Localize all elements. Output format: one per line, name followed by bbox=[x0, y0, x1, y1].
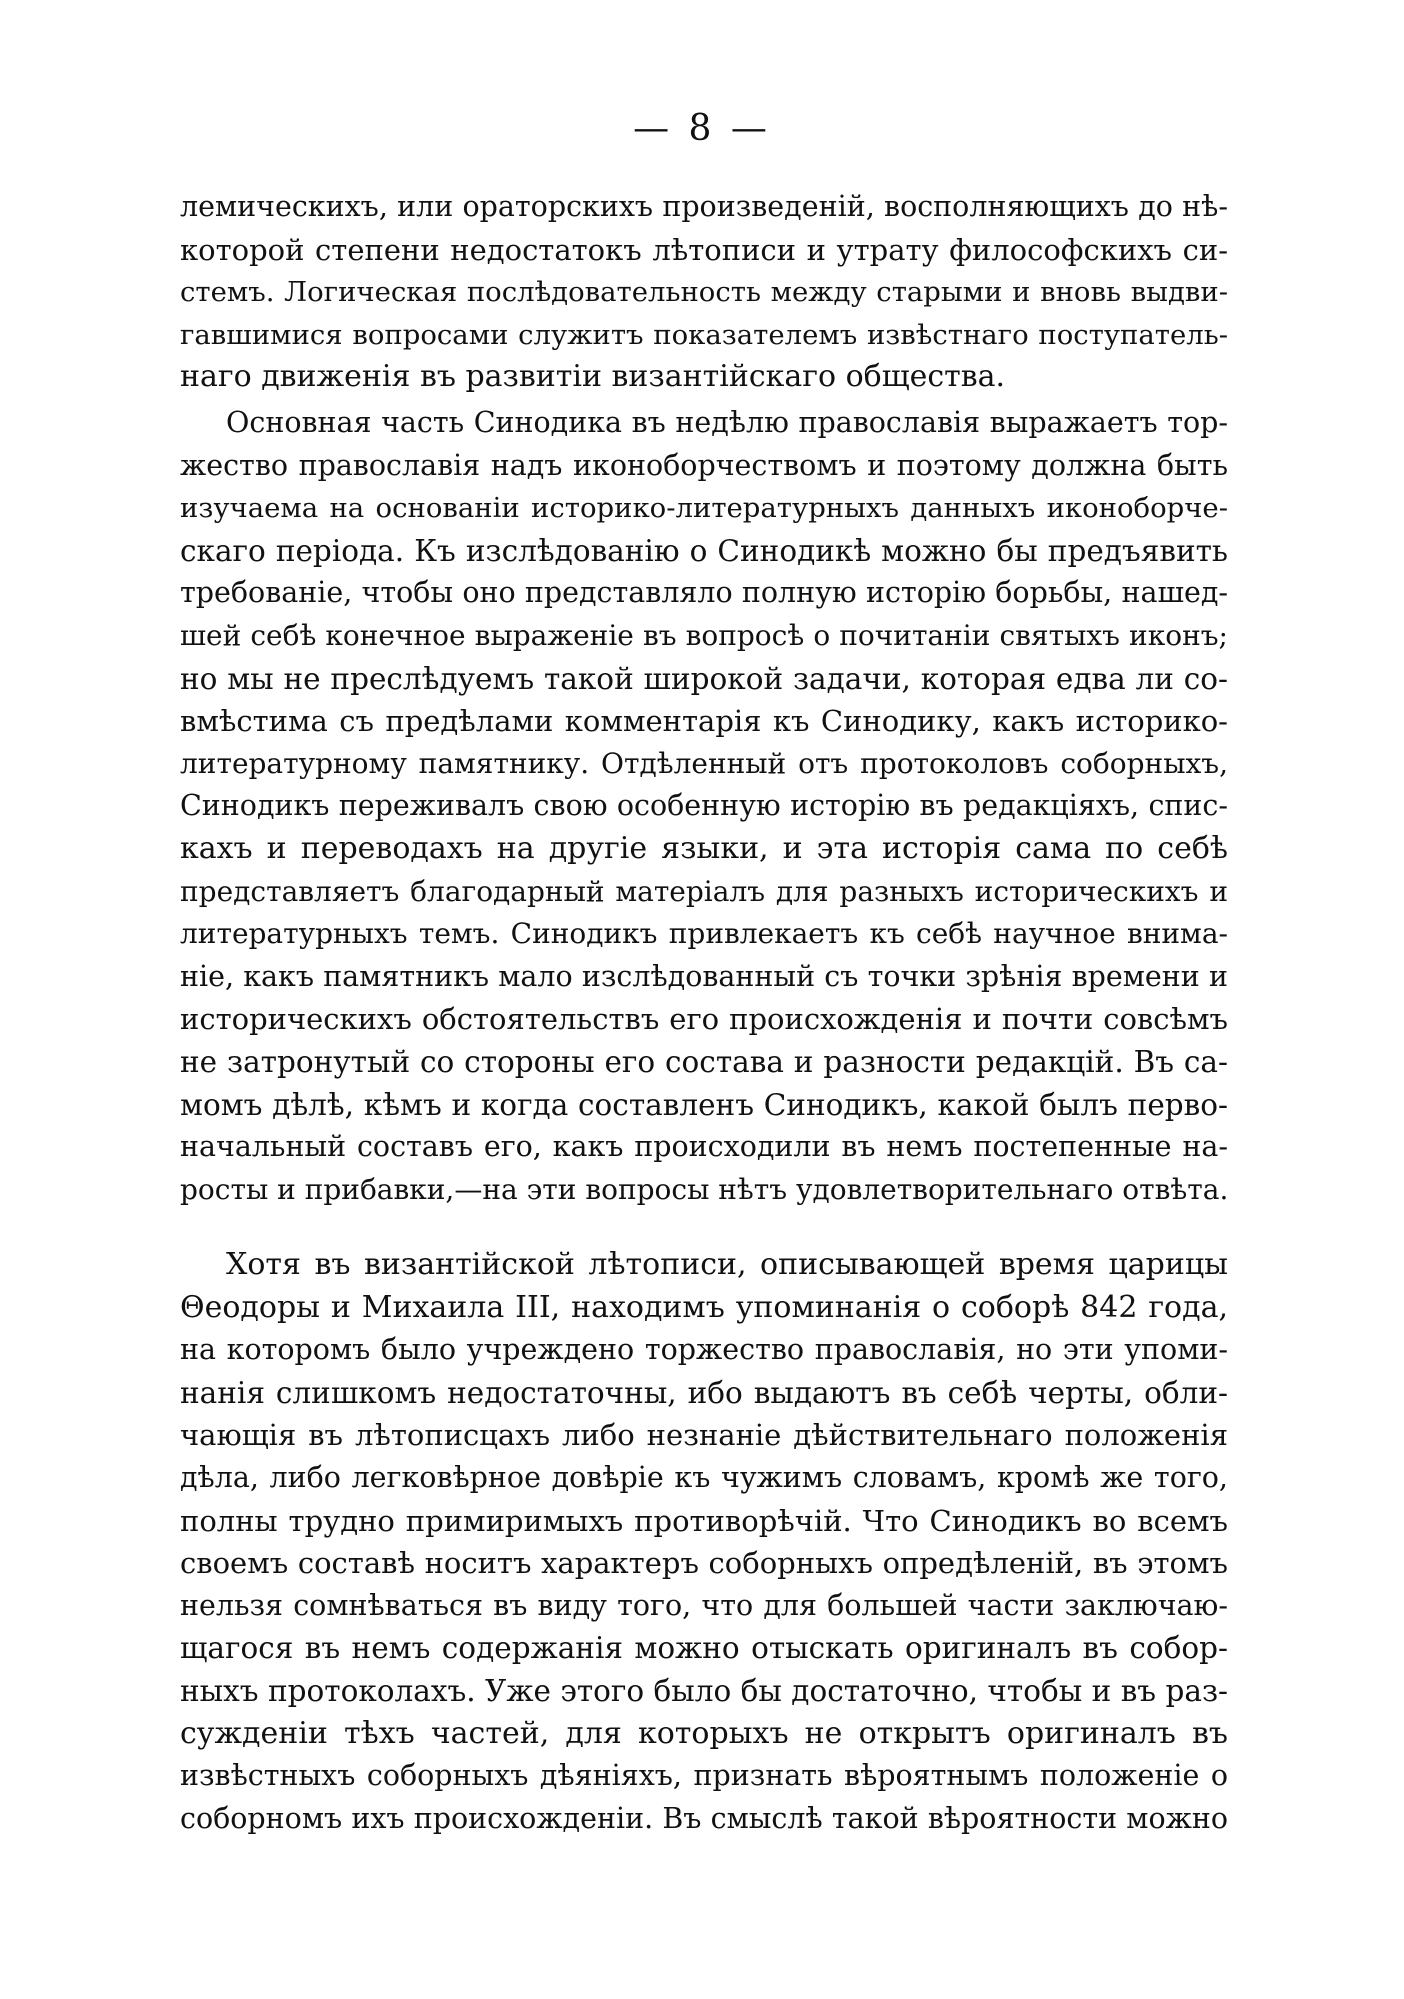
text-line: ніе, какъ памятникъ мало изслѣдованный съ точки зрѣнія времени и bbox=[180, 959, 1228, 993]
text-line: чающія въ лѣтописцахъ либо незнаніе дѣйствительнаго положенія bbox=[180, 1418, 1228, 1453]
text-line: литературному памятнику. Отдѣленный отъ протоколовъ соборныхъ, bbox=[180, 746, 1228, 780]
text-line: вмѣстима съ предѣлами комментарія къ Синодику, какъ историко- bbox=[180, 704, 1228, 739]
text-line: лемическихъ, или ораторскихъ произведеній, восполняющихъ до нѣ- bbox=[180, 190, 1228, 223]
text-line: нанія слишкомъ недостаточны, ибо выдаютъ въ себѣ черты, обли- bbox=[180, 1375, 1228, 1410]
text-line: которой степени недостатокъ лѣтописи и утрату философскихъ си- bbox=[180, 232, 1228, 267]
text-line: не затронутый со стороны его состава и разности редакцій. Въ са- bbox=[180, 1044, 1228, 1079]
text-line: извѣстныхъ соборныхъ дѣяніяхъ, признать вѣроятнымъ положеніе о bbox=[180, 1759, 1228, 1793]
text-line: гавшимися вопросами служитъ показателемъ извѣстнаго поступатель- bbox=[180, 318, 1228, 351]
paragraph-3 bbox=[180, 1244, 1228, 1840]
text-line: щагося въ немъ содержанія можно отыскать оригиналъ въ собор- bbox=[180, 1631, 1228, 1666]
text-line: изучаема на основаніи историко-литературныхъ данныхъ иконоборче- bbox=[180, 492, 1228, 525]
text-line: момъ дѣлѣ, кѣмъ и когда составленъ Синодикъ, какой былъ перво- bbox=[180, 1087, 1228, 1122]
text-line: ныхъ протоколахъ. Уже этого было бы достаточно, чтобы и въ раз- bbox=[180, 1673, 1228, 1708]
text-line: росты и прибавки,—на эти вопросы нѣтъ удовлетворительнаго отвѣта. bbox=[180, 1172, 1228, 1206]
text-line: скаго періода. Къ изслѣдованію о Синодикѣ можно бы предъявить bbox=[180, 533, 1228, 568]
text-line: шей себѣ конечное выраженіе въ вопросѣ о почитаніи святыхъ иконъ; bbox=[180, 618, 1228, 652]
page-number: — 8 — bbox=[633, 108, 771, 149]
text-line: стемъ. Логическая послѣдовательность между старыми и вновь выдви- bbox=[180, 276, 1228, 309]
paragraph-2 bbox=[180, 402, 1228, 1211]
text-line: историческихъ обстоятельствъ его происхожденія и почти совсѣмъ bbox=[180, 1002, 1228, 1037]
text-line: Основная часть Синодика въ недѣлю православія выражаетъ тор- bbox=[226, 406, 1228, 439]
text-line: Θеодоры и Михаила III, находимъ упоминанія о соборѣ 842 года, bbox=[180, 1289, 1228, 1325]
text-line: Синодикъ переживалъ свою особенную исторію въ редакціяхъ, спис- bbox=[180, 789, 1228, 823]
text-line: жество православія надъ иконоборчествомъ и поэтому должна быть bbox=[180, 448, 1228, 482]
text-line: но мы не преслѣдуемъ такой широкой задачи, которая едва ли со- bbox=[180, 661, 1228, 696]
text-line: сужденіи тѣхъ частей, для которыхъ не открытъ оригиналъ въ bbox=[180, 1715, 1228, 1751]
text-line: соборномъ ихъ происхожденіи. Въ смыслѣ такой вѣроятности можно bbox=[180, 1801, 1228, 1835]
text-line: наго движенія въ развитіи византійскаго общества. bbox=[180, 359, 1006, 395]
text-line: нельзя сомнѣваться въ виду того, что для большей части заключаю- bbox=[180, 1588, 1228, 1622]
text-line: дѣла, либо легковѣрное довѣріе къ чужимъ словамъ, кромѣ же того, bbox=[180, 1460, 1228, 1494]
text-line: на которомъ было учреждено торжество православія, но эти упоми- bbox=[180, 1333, 1228, 1367]
text-line: своемъ составѣ носитъ характеръ соборныхъ опредѣленій, въ этомъ bbox=[180, 1546, 1228, 1581]
paragraph-1 bbox=[180, 186, 1228, 399]
text-line: начальный составъ его, какъ происходили въ немъ постепенные на- bbox=[180, 1130, 1228, 1164]
text-line: полны трудно примиримыхъ противорѣчій. Что Синодикъ во всемъ bbox=[180, 1503, 1228, 1538]
text-line: литературныхъ темъ. Синодикъ привлекаетъ къ себѣ научное внима- bbox=[180, 917, 1228, 951]
text-line: требованіе, чтобы оно представляло полную исторію борьбы, нашед- bbox=[180, 576, 1228, 610]
text-line: кахъ и переводахъ на другіе языки, и эта исторія сама по себѣ bbox=[180, 830, 1228, 866]
text-line: представляетъ благодарный матеріалъ для разныхъ историческихъ и bbox=[180, 874, 1228, 908]
text-line: Хотя въ византійской лѣтописи, описывающей время царицы bbox=[226, 1247, 1228, 1282]
